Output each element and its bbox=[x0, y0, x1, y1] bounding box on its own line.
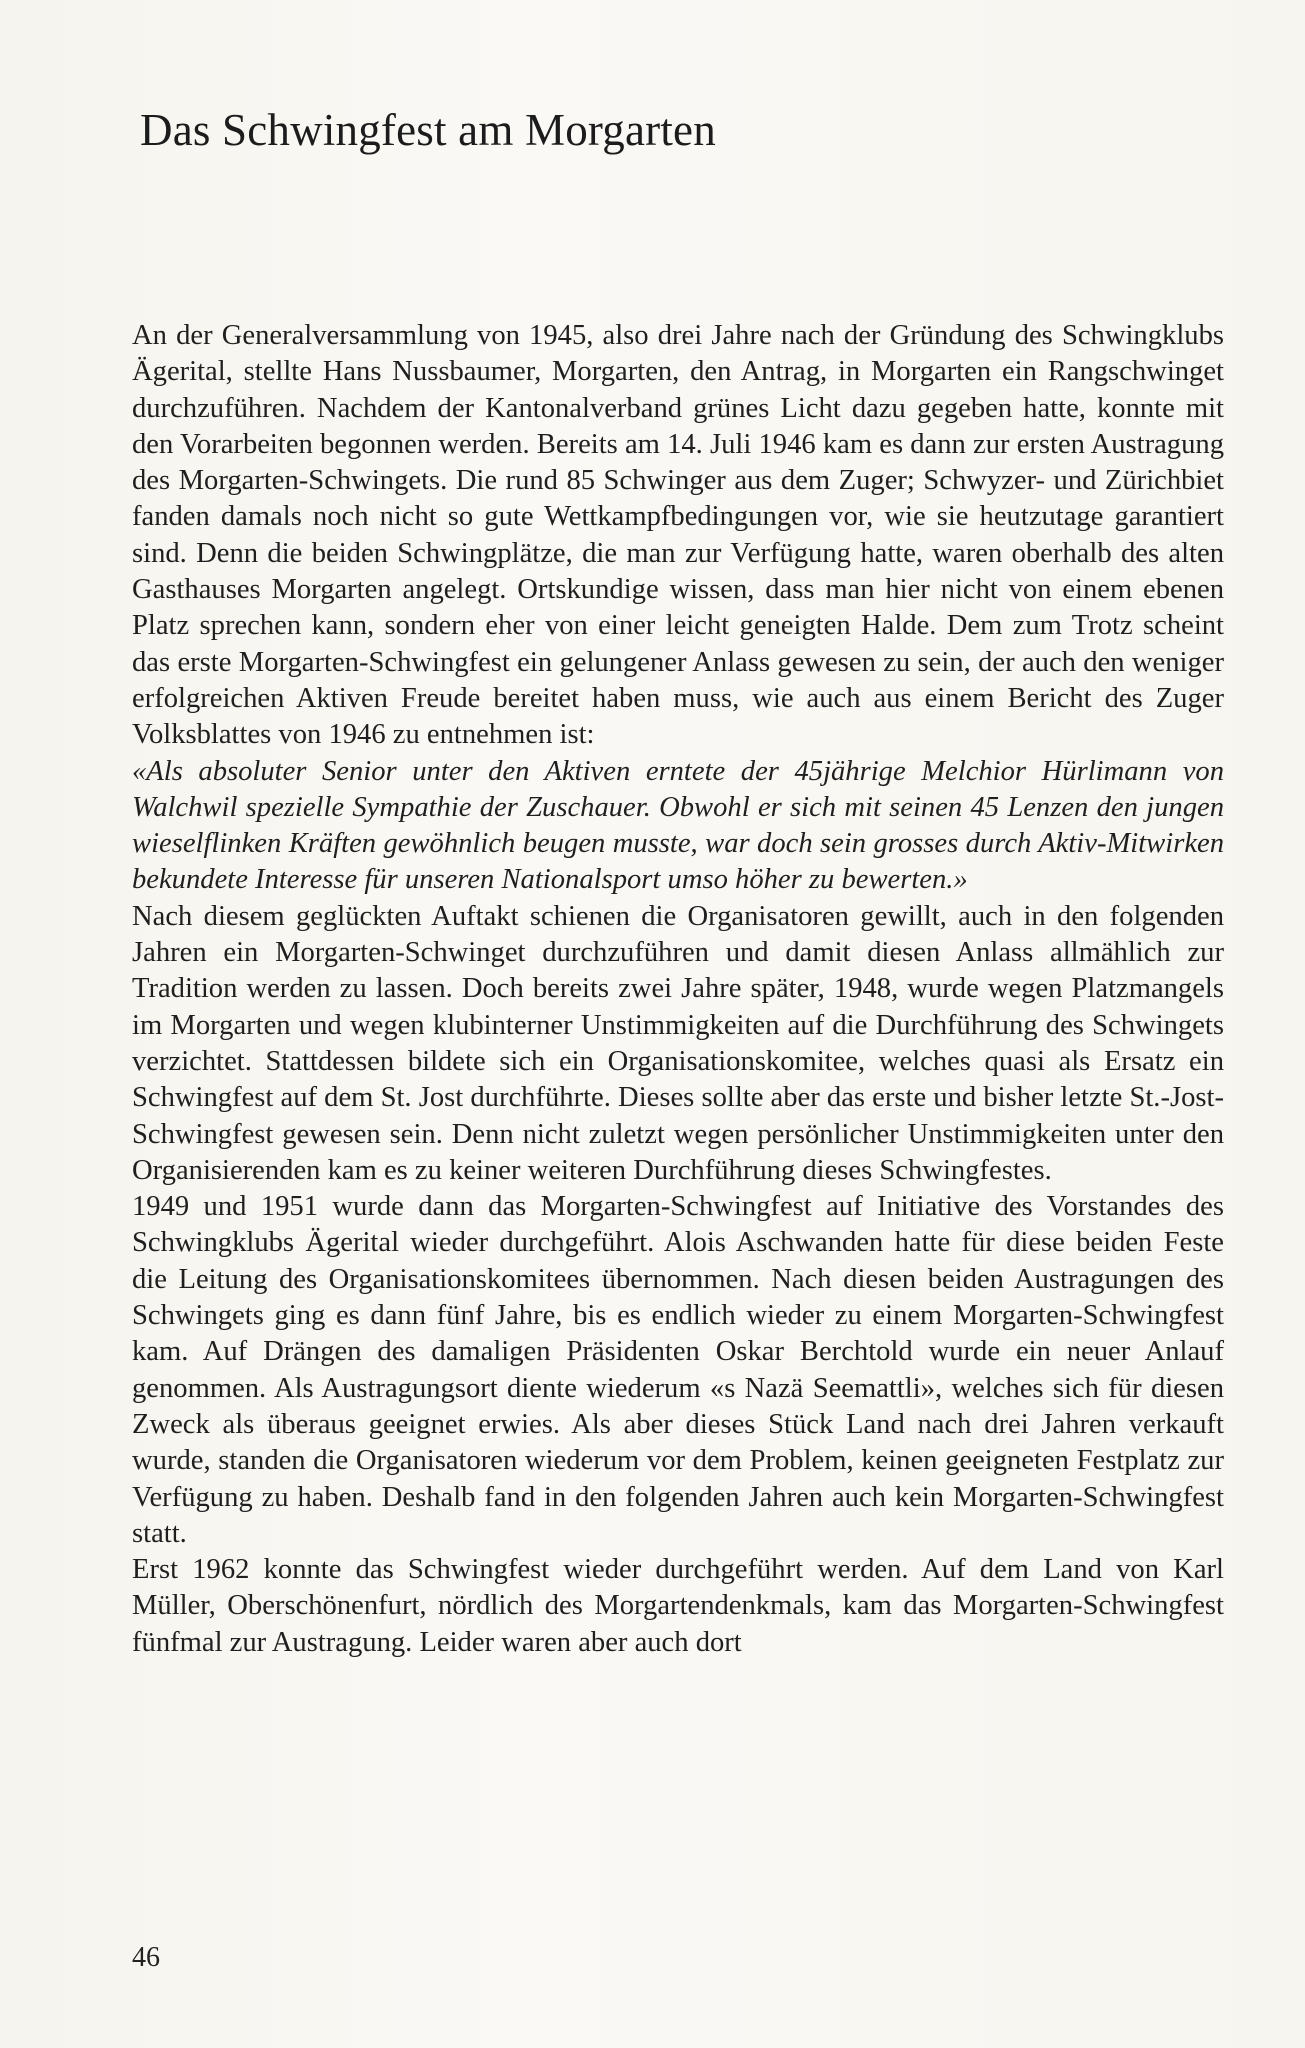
paragraph-founding: An der Generalversammlung von 1945, also drei Jahre nach der Gründung des Schwingklubs Ägerital, stellte Hans Nussbaumer, Morgarten, den Antrag, in Morgarten ein Rangschwinget durchzuführen. Nachdem der Kantonalverband grünes Licht dazu gegeben hatte, konnte mit den Vorarbeiten begonnen werden. Bereits am 14. Juli 1946 kam es dann zur ersten Austragung des Morgarten-Schwingets. Die rund 85 Schwinger aus dem Zuger; Schwyzer- und Zürichbiet fanden damals noch nicht so gute Wettkampfbedingungen vor, wie sie heutzutage garantiert sind. Denn die beiden Schwingplätze, die man zur Verfügung hatte, waren oberhalb des alten Gasthauses Morgarten angelegt. Ortskundige wissen, dass man hier nicht von einem ebenen Platz sprechen kann, sondern eher von einer leicht geneigten Halde. Dem zum Trotz scheint das erste Morgarten-Schwingfest ein gelungener Anlass gewesen zu sein, der auch den weniger erfolgreichen Aktiven Freude bereitet haben muss, wie auch aus einem Bericht des Zuger Volksblattes von 1946 zu entnehmen ist: bbox=[132, 320, 1224, 751]
body-text bbox=[132, 318, 1224, 1661]
page-number: 46 bbox=[132, 1942, 160, 1973]
chapter-title: Das Schwingfest am Morgarten bbox=[140, 105, 716, 155]
paragraph-st-jost: Nach diesem geglückten Auftakt schienen die Organisatoren gewillt, auch in den folgenden Jahren ein Morgarten-Schwinget durchzuführen und damit diesen Anlass allmählich zur Tradition werden zu lassen. Doch bereits zwei Jahre später, 1948, wurde wegen Platzmangels im Morgarten und wegen klubinterner Unstimmigkeiten auf die Durchführung des Schwingets verzichtet. Stattdessen bildete sich ein Organisationskomitee, welches quasi als Ersatz ein Schwingfest auf dem St. Jost durchführte. Dieses sollte aber das erste und bisher letzte St.-Jost-Schwingfest gewesen sein. Denn nicht zuletzt wegen persönlicher Unstimmigkeiten unter den Organisierenden kam es zu keiner weiteren Durchführung dieses Schwingfestes. bbox=[132, 900, 1224, 1186]
paragraph-1962: Erst 1962 konnte das Schwingfest wieder durchgeführt werden. Auf dem Land von Karl Müller, Oberschönenfurt, nördlich des Morgartendenkmals, kam das Morgarten-Schwingfest fünfmal zur Austragung. Leider waren aber auch dort bbox=[132, 1554, 1224, 1658]
paragraph-1949-1951: 1949 und 1951 wurde dann das Morgarten-Schwingfest auf Initiative des Vorstandes des Schwingklubs Ägerital wieder durchgeführt. Alois Aschwanden hatte für diese beiden Feste die Leitung des Organisationskomitees übernommen. Nach diesen beiden Austragungen des Schwingets ging es dann fünf Jahre, bis es endlich wieder zu einem Morgarten-Schwingfest kam. Auf Drängen des damaligen Präsidenten Oskar Berchtold wurde ein neuer Anlauf genommen. Als Austragungsort diente wiederum «s Nazä Seemattli», welches sich für diesen Zweck als überaus geeignet erwies. Als aber dieses Stück Land nach drei Jahren verkauft wurde, standen die Organisatoren wiederum vor dem Problem, keinen geeigneten Festplatz zur Verfügung zu haben. Deshalb fand in den folgenden Jahren auch kein Morgarten-Schwingfest statt. bbox=[132, 1191, 1224, 1549]
quote-volksblatt: «Als absoluter Senior unter den Aktiven erntete der 45jährige Melchior Hürlimann von Walchwil spezielle Sympathie der Zuschauer. Obwohl er sich mit seinen 45 Lenzen den jungen wieselflinken Kräften gewöhnlich beugen musste, war doch sein grosses durch Aktiv-Mitwirken bekundete Interesse für unseren Nationalsport umso höher zu bewerten.» bbox=[132, 755, 1224, 896]
